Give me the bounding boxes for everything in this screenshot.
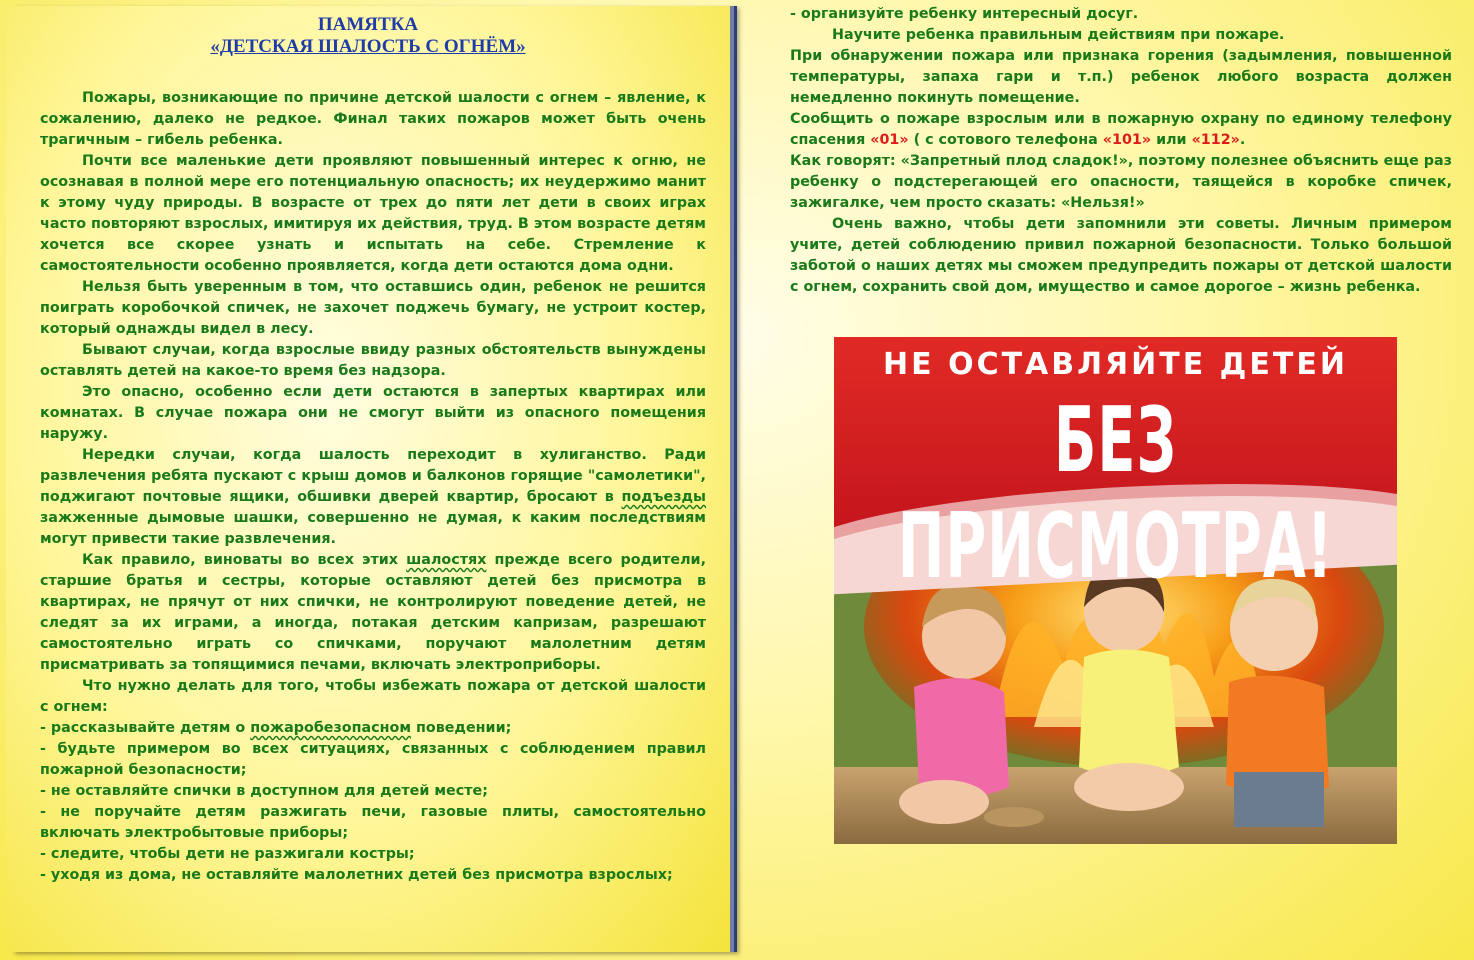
poster-heading-line2: БЕЗ ПРИСМОТРА! xyxy=(897,387,1334,599)
phone-number: «112» xyxy=(1191,132,1240,148)
text-span: поведении; xyxy=(411,720,512,736)
paragraph: Что нужно делать для того, чтобы избежать пожара от детской шалости с огнем: xyxy=(40,678,706,715)
paragraph: Научите ребенка правильным действиям при пожаре. xyxy=(832,27,1285,43)
text-span: прежде всего родители, старшие братья и сестры, которые оставляют детей без присмотра в квартирах, не прячут от них спички, не контролируют поведение детей, не следят за их играми, а иногда, потакая детским капризам, разрешают самостоятельно играть со спичками, поручают малолетним детям присматривать за топящимися печами, включать электроприборы. xyxy=(40,552,707,673)
list-item: - следите, чтобы дети не разжигали костры; xyxy=(40,846,415,862)
text-span: Нередки случаи, когда шалость переходит в хулиганство. Ради развлечения ребята пускают с крыш домов и балконов горящие "самолетики", поджигают почтовые ящики, обшивки дверей квартир, бросают в xyxy=(40,447,706,505)
text-span: или xyxy=(1151,132,1192,148)
text-span: зажженные дымовые шашки, совершенно не думая, к каким последствиям могут привести такие развлечения. xyxy=(40,510,706,547)
poster-heading-line1: НЕ ОСТАВЛЯЙТЕ ДЕТЕЙ xyxy=(883,347,1348,382)
right-text-column xyxy=(790,4,1452,298)
phone-number: «01» xyxy=(870,132,909,148)
list-item: - будьте примером во всех ситуациях, связанных с соблюдением правил пожарной безопасности; xyxy=(40,741,706,778)
phone-number: «101» xyxy=(1102,132,1152,148)
spellcheck-word: подъезды xyxy=(621,489,706,505)
page-subtitle: «ДЕТСКАЯ ШАЛОСТЬ С ОГНЁМ» xyxy=(210,36,526,57)
paragraph: Как говорят: «Запретный плод сладок!», поэтому полезнее объяснить еще раз ребенку о подстерегающей его опасности, таящейся в коробке спичек, зажигалке, чем просто сказать: «Нельзя!» xyxy=(790,153,1452,211)
text-span: ( с сотового телефона xyxy=(908,132,1103,148)
list-item: - уходя из дома, не оставляйте малолетних детей без присмотра взрослых; xyxy=(40,867,673,883)
text-span: . xyxy=(1239,132,1246,148)
paragraph: Почти все маленькие дети проявляют повышенный интерес к огню, не осознавая в полной мере его потенциальную опасность; их неудержимо манит к этому чуду природы. В возрасте от трех до пяти лет дети в своих играх часто повторяют взрослых, имитируя их действия, труд. В этом возрасте детям хочется все скорее узнать и испытать на себе. Стремление к самостоятельности особенно проявляется, когда дети остаются дома одни. xyxy=(40,153,706,274)
paragraph xyxy=(40,445,706,550)
paragraph: Это опасно, особенно если дети остаются в запертых квартирах или комнатах. В случае пожара они не смогут выйти из опасного помещения наружу. xyxy=(40,384,706,442)
paragraph xyxy=(40,550,706,676)
text-span: - рассказывайте детям о xyxy=(40,720,251,736)
title-block xyxy=(6,14,730,58)
left-text-column xyxy=(40,88,706,886)
paragraph: При обнаружении пожара или признака горения (задымления, повышенной температуры, запаха гари и т.п.) ребенок любого возраста должен немедленно покинуть помещение. xyxy=(790,48,1452,106)
paragraph xyxy=(790,109,1452,151)
text-span: Как правило, виноваты во всех этих xyxy=(82,552,407,568)
list-item: - организуйте ребенку интересный досуг. xyxy=(790,6,1139,22)
paragraph: Очень важно, чтобы дети запомнили эти советы. Личным примером учите, детей соблюдению привил пожарной безопасности. Только большой заботой о наших детях мы сможем предупредить пожары от детской шалости с огнем, сохранить свой дом, имущество и самое дорогое – жизнь ребенка. xyxy=(790,216,1452,295)
page-title: ПАМЯТКА xyxy=(317,14,419,35)
list-item: - не оставляйте спички в доступном для детей месте; xyxy=(40,783,488,799)
poster xyxy=(834,337,1397,844)
paragraph: Бывают случаи, когда взрослые ввиду разных обстоятельств вынуждены оставлять детей на какое-то время без надзора. xyxy=(40,342,706,379)
text-span: Сообщить о пожаре взрослым или в пожарную охрану по единому телефону спасения xyxy=(790,111,1452,148)
list-item: - не поручайте детям разжигать печи, газовые плиты, самостоятельно включать электробытовые приборы; xyxy=(40,804,706,841)
list-item xyxy=(40,718,706,739)
paragraph: Нельзя быть уверенным в том, что оставшись один, ребенок не решится поиграть коробочкой спичек, не захочет поджечь бумагу, не устроит костер, который однажды видел в лесу. xyxy=(40,279,706,337)
spellcheck-word: пожаробезопасном xyxy=(250,720,412,736)
spellcheck-word: шалостях xyxy=(406,552,487,568)
paragraph: Пожары, возникающие по причине детской шалости с огнем – явление, к сожалению, далеко не редкое. Финал таких пожаров может быть очень трагичным – гибель ребенка. xyxy=(40,90,706,148)
